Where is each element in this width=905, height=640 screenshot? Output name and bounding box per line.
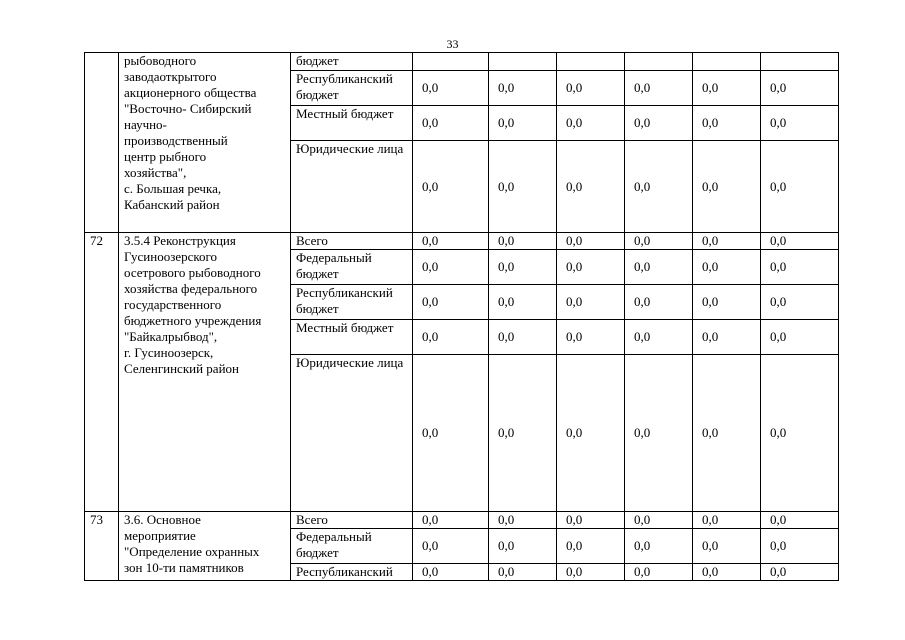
- measure-name-line: заводаоткрытого: [124, 69, 217, 84]
- funding-value: 0,0: [413, 564, 489, 581]
- measure-name-line: Селенгинский район: [124, 361, 239, 376]
- funding-value: 0,0: [557, 233, 625, 250]
- funding-value: 0,0: [761, 320, 839, 355]
- funding-value: 0,0: [693, 529, 761, 564]
- funding-value: [625, 53, 693, 71]
- funding-source: Республиканский бюджет: [291, 285, 413, 320]
- measure-name-line: 3.6. Основное: [124, 512, 201, 527]
- funding-value: 0,0: [489, 512, 557, 529]
- funding-source: Местный бюджет: [291, 320, 413, 355]
- funding-source: Республиканский бюджет: [291, 71, 413, 106]
- funding-source: Местный бюджет: [291, 106, 413, 141]
- funding-value: 0,0: [761, 71, 839, 106]
- funding-value: 0,0: [625, 564, 693, 581]
- measure-name-line: хозяйства",: [124, 165, 187, 180]
- measure-name-line: зон 10-ти памятников: [124, 560, 244, 575]
- funding-value: 0,0: [693, 355, 761, 512]
- funding-value: 0,0: [625, 529, 693, 564]
- row-number: [85, 53, 119, 233]
- measure-name: [119, 53, 291, 233]
- table-row: [85, 512, 839, 529]
- funding-source: бюджет: [291, 53, 413, 71]
- funding-value: 0,0: [761, 355, 839, 512]
- measure-name-line: мероприятие: [124, 528, 196, 543]
- measure-name-line: государственного: [124, 297, 222, 312]
- funding-source: Юридические лица: [291, 355, 413, 512]
- funding-value: 0,0: [693, 141, 761, 233]
- funding-value: 0,0: [761, 512, 839, 529]
- funding-value: 0,0: [761, 564, 839, 581]
- measure-name-line: акционерного общества: [124, 85, 257, 100]
- funding-table: [84, 52, 839, 581]
- measure-name-line: производственный: [124, 133, 228, 148]
- funding-value: 0,0: [413, 106, 489, 141]
- measure-name-line: "Байкалрыбвод",: [124, 329, 218, 344]
- funding-value: 0,0: [557, 285, 625, 320]
- measure-name-line: Кабанский район: [124, 197, 220, 212]
- row-number: 73: [85, 512, 119, 581]
- funding-value: 0,0: [413, 320, 489, 355]
- funding-value: 0,0: [557, 106, 625, 141]
- measure-name-line: г. Гусиноозерск,: [124, 345, 214, 360]
- funding-value: 0,0: [761, 141, 839, 233]
- funding-value: 0,0: [625, 512, 693, 529]
- funding-value: 0,0: [489, 320, 557, 355]
- funding-value: 0,0: [625, 355, 693, 512]
- funding-value: 0,0: [413, 512, 489, 529]
- funding-value: 0,0: [557, 320, 625, 355]
- funding-value: 0,0: [693, 106, 761, 141]
- funding-source: Республиканский: [291, 564, 413, 581]
- funding-value: 0,0: [489, 106, 557, 141]
- funding-value: 0,0: [693, 320, 761, 355]
- funding-value: 0,0: [489, 141, 557, 233]
- measure-name-line: с. Большая речка,: [124, 181, 222, 196]
- funding-value: 0,0: [413, 141, 489, 233]
- funding-value: 0,0: [761, 250, 839, 285]
- funding-source: Федеральный бюджет: [291, 250, 413, 285]
- funding-value: [489, 53, 557, 71]
- measure-name-line: Гусиноозерского: [124, 249, 218, 264]
- measure-name-line: "Определение охранных: [124, 544, 260, 559]
- funding-value: [413, 53, 489, 71]
- funding-value: 0,0: [489, 285, 557, 320]
- funding-value: 0,0: [761, 529, 839, 564]
- funding-value: 0,0: [557, 355, 625, 512]
- funding-value: 0,0: [625, 320, 693, 355]
- table-row: [85, 53, 839, 71]
- measure-name-line: бюджетного учреждения: [124, 313, 262, 328]
- table-body: [85, 53, 839, 581]
- funding-source: Федеральный бюджет: [291, 529, 413, 564]
- funding-value: 0,0: [693, 71, 761, 106]
- measure-name-line: "Восточно- Сибирский: [124, 101, 252, 116]
- funding-value: [557, 53, 625, 71]
- funding-value: 0,0: [413, 285, 489, 320]
- funding-value: 0,0: [693, 233, 761, 250]
- funding-value: 0,0: [557, 71, 625, 106]
- funding-value: 0,0: [489, 529, 557, 564]
- measure-name-line: осетрового рыбоводного: [124, 265, 261, 280]
- funding-value: 0,0: [413, 71, 489, 106]
- funding-value: 0,0: [557, 564, 625, 581]
- measure-name: [119, 512, 291, 581]
- funding-value: 0,0: [489, 355, 557, 512]
- funding-value: 0,0: [625, 250, 693, 285]
- funding-value: 0,0: [693, 564, 761, 581]
- funding-value: 0,0: [557, 141, 625, 233]
- funding-value: 0,0: [413, 233, 489, 250]
- funding-value: 0,0: [489, 233, 557, 250]
- measure-name-line: научно-: [124, 117, 167, 132]
- measure-name-line: центр рыбного: [124, 149, 207, 164]
- funding-value: 0,0: [489, 564, 557, 581]
- funding-value: 0,0: [625, 141, 693, 233]
- measure-name-line: хозяйства федерального: [124, 281, 258, 296]
- funding-value: 0,0: [761, 285, 839, 320]
- measure-name: [119, 233, 291, 512]
- funding-value: 0,0: [625, 233, 693, 250]
- table-row: [85, 233, 839, 250]
- page-number: 33: [446, 37, 459, 51]
- funding-value: 0,0: [557, 250, 625, 285]
- row-number: 72: [85, 233, 119, 512]
- funding-value: 0,0: [761, 106, 839, 141]
- funding-value: 0,0: [625, 106, 693, 141]
- funding-source: Юридические лица: [291, 141, 413, 233]
- funding-source: Всего: [291, 512, 413, 529]
- measure-name-line: 3.5.4 Реконструкция: [124, 233, 236, 248]
- funding-value: 0,0: [413, 250, 489, 285]
- funding-value: 0,0: [625, 285, 693, 320]
- funding-value: 0,0: [625, 71, 693, 106]
- funding-source: Всего: [291, 233, 413, 250]
- funding-value: 0,0: [761, 233, 839, 250]
- funding-value: 0,0: [489, 250, 557, 285]
- funding-value: [693, 53, 761, 71]
- funding-value: 0,0: [693, 512, 761, 529]
- funding-value: [761, 53, 839, 71]
- funding-value: 0,0: [489, 71, 557, 106]
- funding-value: 0,0: [557, 512, 625, 529]
- measure-name-line: рыбоводного: [124, 53, 197, 68]
- funding-value: 0,0: [693, 285, 761, 320]
- funding-value: 0,0: [693, 250, 761, 285]
- funding-value: 0,0: [557, 529, 625, 564]
- funding-value: 0,0: [413, 529, 489, 564]
- funding-value: 0,0: [413, 355, 489, 512]
